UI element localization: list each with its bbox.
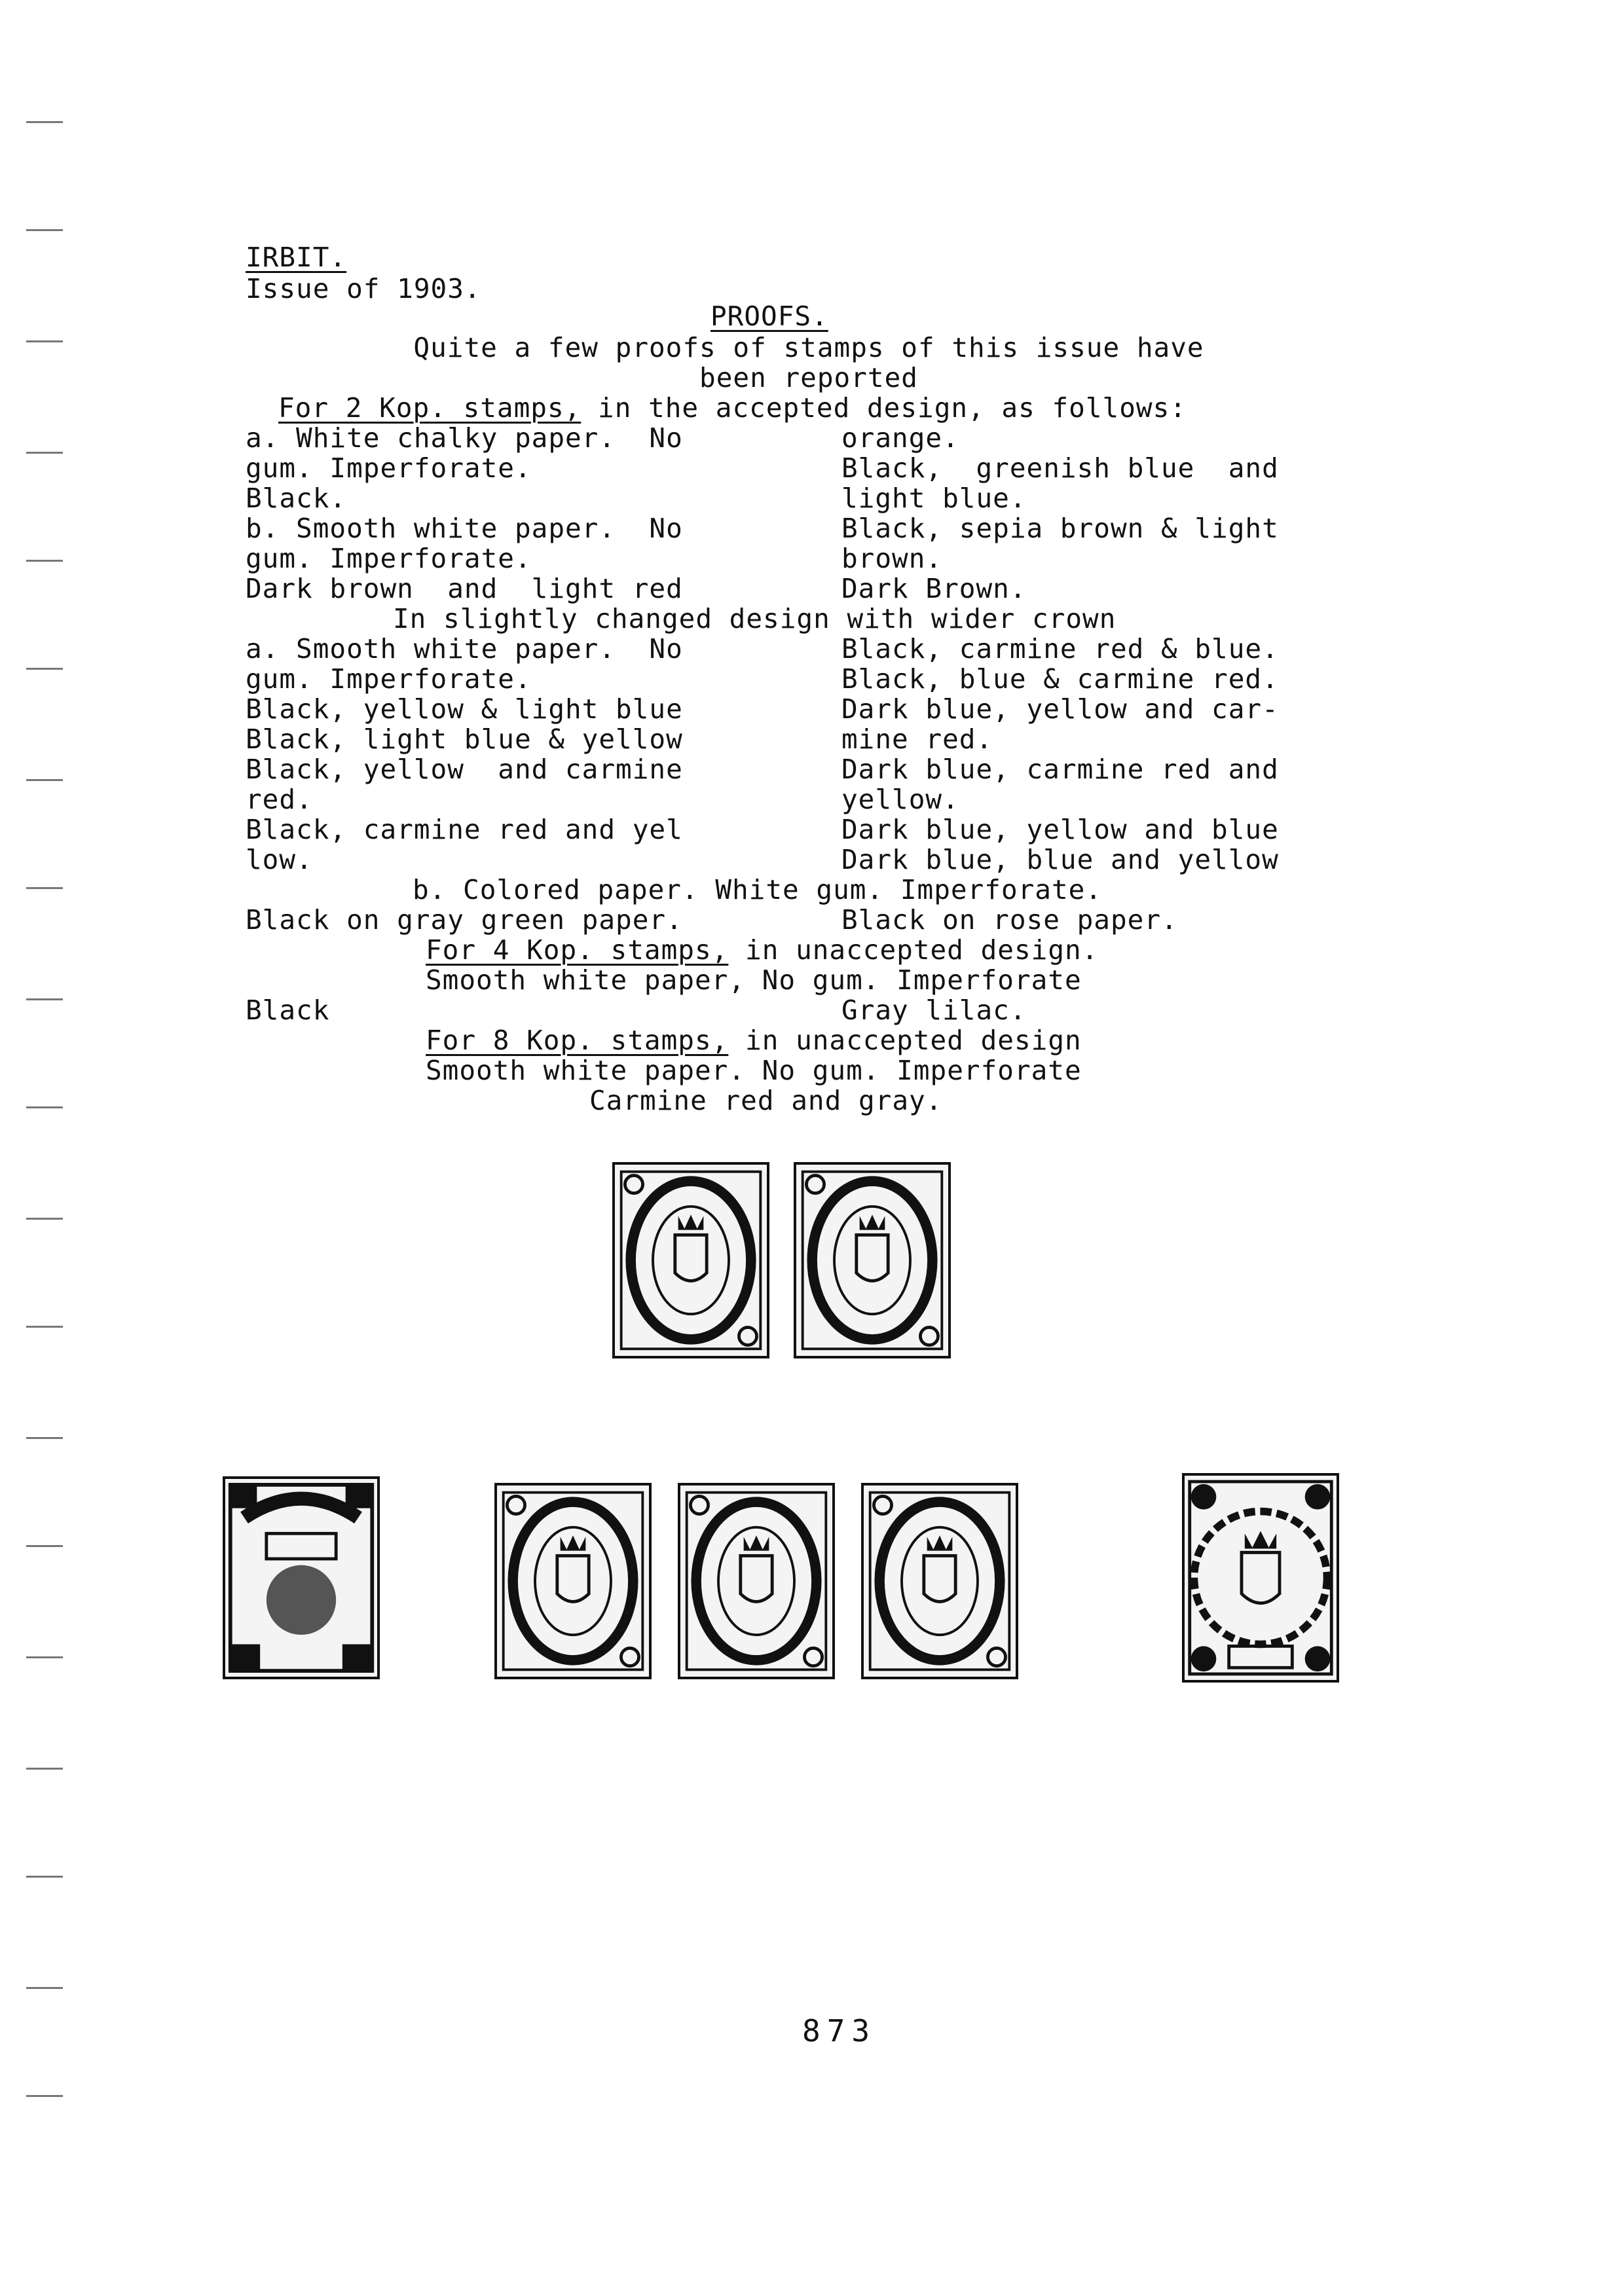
right-column-line: yellow. — [841, 784, 959, 815]
stamp-image-2kop — [861, 1483, 1018, 1679]
section-title: IRBIT. — [246, 242, 347, 273]
stamp-image-2kop — [678, 1483, 835, 1679]
margin-mark — [26, 560, 63, 562]
margin-mark — [26, 340, 63, 342]
margin-mark — [26, 779, 63, 781]
stamp-image-2kop — [794, 1162, 951, 1358]
kop4-rest: in unaccepted design. — [728, 934, 1099, 966]
right-column-line: light blue. — [841, 483, 1027, 514]
right-column-line: Dark blue, blue and yellow — [841, 844, 1279, 875]
left-column-line: gum. Imperforate. — [246, 452, 532, 484]
stamp-image-4kop — [223, 1476, 380, 1679]
kop4-label: For 4 Kop. stamps, — [426, 934, 729, 966]
margin-mark — [26, 668, 63, 670]
stamp-drawing — [497, 1485, 649, 1677]
kop8-label: For 8 Kop. stamps, — [426, 1025, 729, 1056]
right-column-line: brown. — [841, 543, 943, 574]
left-column-line: gum. Imperforate. — [246, 543, 532, 574]
stamp-drawing — [1185, 1476, 1337, 1680]
margin-mark — [26, 2095, 63, 2097]
proofs-heading: PROOFS. — [710, 301, 828, 332]
left-column-line: Black on gray green paper. — [246, 904, 683, 936]
margin-mark — [26, 1987, 63, 1989]
margin-mark — [26, 1437, 63, 1439]
stamp-drawing — [680, 1485, 832, 1677]
right-column-line: Black on rose paper. — [841, 904, 1178, 936]
margin-mark — [26, 452, 63, 454]
stamp-drawing — [615, 1165, 767, 1356]
margin-mark — [26, 1218, 63, 1220]
kop8-heading — [426, 1025, 1082, 1055]
margin-mark — [26, 1876, 63, 1878]
left-column-line: a. White chalky paper. No — [246, 422, 683, 454]
left-column-line: red. — [246, 784, 313, 815]
left-column-line: Black, yellow & light blue — [246, 693, 683, 725]
left-column-line: Black — [246, 994, 330, 1026]
margin-mark — [26, 1106, 63, 1108]
margin-mark — [26, 1326, 63, 1328]
stamp-image-2kop — [612, 1162, 769, 1358]
kop8-colors: Carmine red and gray. — [589, 1085, 943, 1116]
right-column-line: mine red. — [841, 723, 993, 755]
colored-paper-heading: b. Colored paper. White gum. Imperforate. — [413, 874, 1103, 905]
kop4-paper: Smooth white paper, No gum. Imperforate — [426, 964, 1082, 996]
kop2-heading — [278, 393, 1187, 423]
right-column-line: Dark blue, yellow and blue — [841, 814, 1279, 845]
right-column-line: Black, carmine red & blue. — [841, 633, 1279, 665]
margin-mark — [26, 121, 63, 123]
margin-mark — [26, 1768, 63, 1770]
stamp-drawing — [864, 1485, 1016, 1677]
right-column-line: Gray lilac. — [841, 994, 1027, 1026]
margin-mark — [26, 998, 63, 1000]
stamp-image-8kop — [1182, 1473, 1339, 1683]
right-column-line: Black, greenish blue and — [841, 452, 1279, 484]
stamp-drawing — [225, 1479, 377, 1677]
left-column-line: Black. — [246, 483, 347, 514]
margin-mark — [26, 887, 63, 889]
left-column-line: Black, yellow and carmine — [246, 754, 683, 785]
right-column-line: orange. — [841, 422, 959, 454]
intro-line: Quite a few proofs of stamps of this issue have — [413, 332, 1204, 363]
issue-line: Issue of 1903. — [246, 273, 481, 304]
stamp-drawing — [796, 1165, 948, 1356]
right-column-line: Dark blue, carmine red and — [841, 754, 1279, 785]
kop8-rest: in unaccepted design — [728, 1025, 1082, 1056]
kop4-heading — [426, 935, 1098, 965]
left-column-line: Dark brown and light red — [246, 573, 683, 604]
left-column-line: low. — [246, 844, 313, 875]
left-column-line: Black, light blue & yellow — [246, 723, 683, 755]
margin-mark — [26, 1545, 63, 1547]
kop2-label: For 2 Kop. stamps, — [278, 392, 581, 424]
left-column-line: Black, carmine red and yel — [246, 814, 683, 845]
page-number: 873 — [802, 2013, 877, 2049]
margin-mark — [26, 1656, 63, 1658]
right-column-line: Black, blue & carmine red. — [841, 663, 1279, 695]
right-column-line: Dark blue, yellow and car- — [841, 693, 1279, 725]
margin-mark — [26, 229, 63, 231]
wider-crown-heading: In slightly changed design with wider crown — [393, 603, 1116, 634]
left-column-line: b. Smooth white paper. No — [246, 513, 683, 544]
left-column-line: a. Smooth white paper. No — [246, 633, 683, 665]
right-column-line: Dark Brown. — [841, 573, 1027, 604]
left-column-line: gum. Imperforate. — [246, 663, 532, 695]
intro-line: been reported — [699, 362, 918, 393]
stamp-image-2kop — [494, 1483, 652, 1679]
right-column-line: Black, sepia brown & light — [841, 513, 1279, 544]
kop8-paper: Smooth white paper. No gum. Imperforate — [426, 1055, 1082, 1086]
kop2-rest: in the accepted design, as follows: — [581, 392, 1187, 424]
